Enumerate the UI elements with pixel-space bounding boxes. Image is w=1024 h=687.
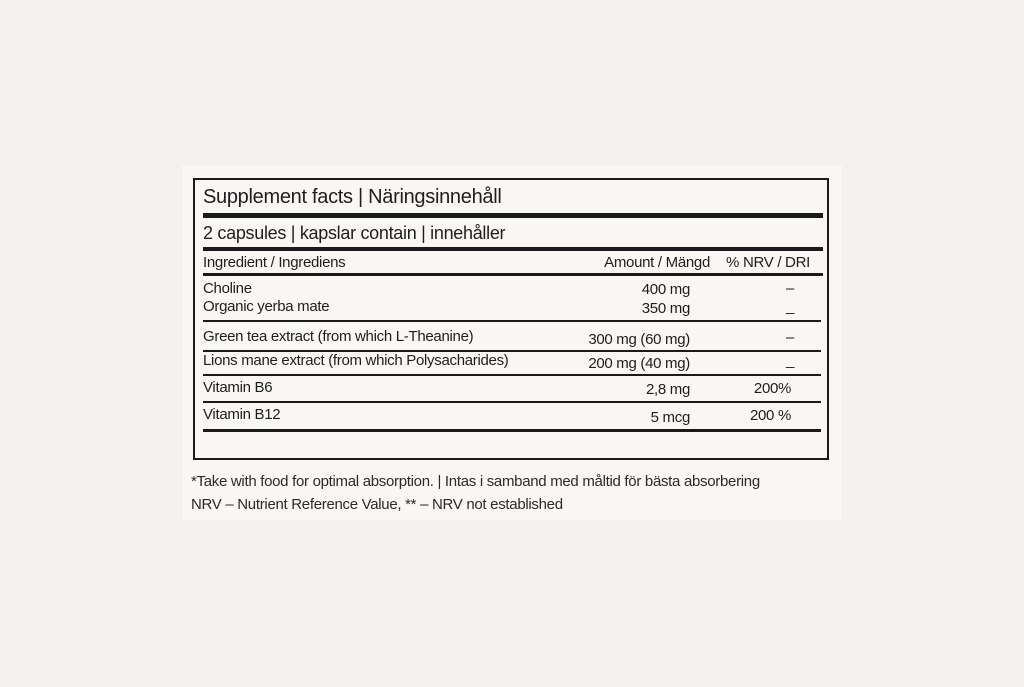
- row-nrv-green-tea: –: [785, 329, 795, 346]
- row-nrv-yerba-mate: _: [785, 298, 795, 315]
- title-rule: [203, 213, 823, 218]
- row-divider: [203, 374, 821, 376]
- panel-title: Supplement facts | Näringsinnehåll: [203, 186, 502, 208]
- header-amount: Amount / Mängd: [604, 254, 710, 271]
- row-nrv-choline: –: [785, 280, 795, 297]
- row-nrv-lions-mane: _: [785, 352, 795, 369]
- row-amount-yerba-mate: 350 mg: [641, 300, 690, 317]
- row-amount-choline: 400 mg: [641, 281, 690, 298]
- row-name-lions-mane: Lions mane extract (from which Polysacharides): [203, 352, 509, 369]
- row-divider: [203, 401, 821, 403]
- row-name-yerba-mate: Organic yerba mate: [203, 298, 330, 315]
- footnote-absorption: *Take with food for optimal absorption. | Intas i samband med måltid för bästa absorbering: [191, 473, 760, 490]
- footnote-nrv: NRV – Nutrient Reference Value, ** – NRV not established: [191, 496, 563, 513]
- row-name-vitamin-b12: Vitamin B12: [203, 406, 281, 423]
- row-nrv-vitamin-b6: 200%: [753, 380, 792, 397]
- header-nrv: % NRV / DRI: [726, 254, 810, 271]
- row-divider: [203, 320, 821, 322]
- row-nrv-vitamin-b12: 200 %: [749, 407, 792, 424]
- row-name-choline: Choline: [203, 280, 252, 297]
- header-rule: [203, 273, 823, 276]
- row-name-vitamin-b6: Vitamin B6: [203, 379, 273, 396]
- table-bottom-rule: [203, 429, 821, 432]
- serving-size: 2 capsules | kapslar contain | innehåller: [203, 223, 506, 243]
- row-amount-lions-mane: 200 mg (40 mg): [588, 355, 690, 372]
- row-amount-vitamin-b6: 2,8 mg: [645, 381, 690, 398]
- row-name-green-tea: Green tea extract (from which L-Theanine): [203, 328, 474, 345]
- header-ingredient: Ingredient / Ingrediens: [203, 254, 346, 271]
- row-amount-vitamin-b12: 5 mcg: [650, 409, 690, 426]
- row-amount-green-tea: 300 mg (60 mg): [588, 331, 690, 348]
- supplement-facts-panel: [193, 178, 829, 460]
- serving-rule: [203, 247, 823, 251]
